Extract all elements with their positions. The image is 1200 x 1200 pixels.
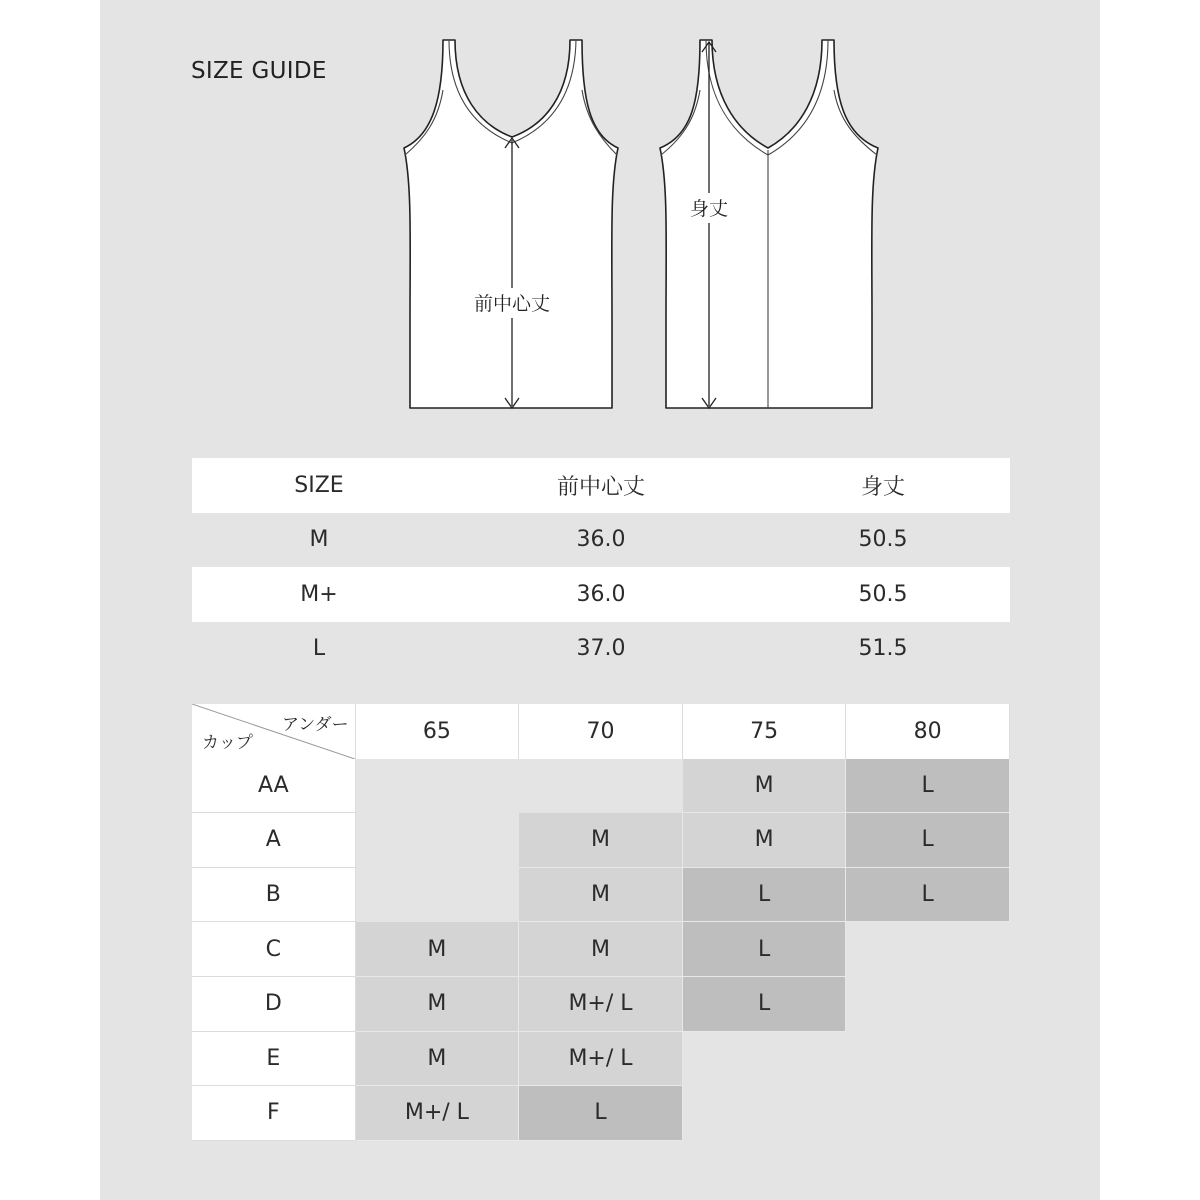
table-row <box>192 622 1010 677</box>
front-length-label: 前中心丈 <box>473 293 551 315</box>
front-length-cell: 37.0 <box>576 636 626 662</box>
under-size-header: 75 <box>683 704 847 759</box>
recommended-size-cell <box>846 1086 1010 1141</box>
header-front-length: 前中心丈 <box>556 474 645 500</box>
recommended-size-cell: M <box>356 977 520 1032</box>
recommended-size-cell: L <box>519 1086 683 1141</box>
corner-header-cell <box>192 704 356 759</box>
cup-label: カップ <box>202 732 253 753</box>
recommended-size-cell <box>519 759 683 814</box>
body-length-cell: 50.5 <box>858 581 908 607</box>
front-tank-outline <box>404 40 618 408</box>
recommended-size-cell <box>356 813 520 868</box>
recommended-size-cell: M <box>519 813 683 868</box>
recommended-size-cell <box>846 1032 1010 1087</box>
body-length-label: 身丈 <box>689 198 729 220</box>
table-row <box>192 1032 1010 1087</box>
cup-size-cell: B <box>192 868 356 923</box>
cup-size-cell: A <box>192 813 356 868</box>
recommended-size-cell: M+/ L <box>356 1086 520 1141</box>
cup-size-cell: C <box>192 922 356 977</box>
recommended-size-cell: M <box>519 868 683 923</box>
fit-table-header <box>192 704 1010 759</box>
fit-chart-table <box>192 704 1010 1141</box>
garment-diagram <box>0 0 1200 440</box>
size-cell: M+ <box>300 581 338 607</box>
header-body-length: 身丈 <box>860 474 905 500</box>
size-measurement-table <box>192 458 1010 676</box>
table-row <box>192 567 1010 622</box>
recommended-size-cell: L <box>683 868 847 923</box>
recommended-size-cell: L <box>846 759 1010 814</box>
table-row <box>192 868 1010 923</box>
table-row <box>192 813 1010 868</box>
recommended-size-cell: L <box>683 922 847 977</box>
recommended-size-cell: L <box>683 977 847 1032</box>
cup-size-cell: E <box>192 1032 356 1087</box>
recommended-size-cell: M <box>356 922 520 977</box>
recommended-size-cell: M <box>683 813 847 868</box>
recommended-size-cell <box>683 1032 847 1087</box>
recommended-size-cell <box>846 977 1010 1032</box>
table-row <box>192 977 1010 1032</box>
body-length-cell: 51.5 <box>858 636 908 662</box>
size-cell: M <box>309 527 329 553</box>
size-table-header <box>192 458 1010 513</box>
cup-size-cell: F <box>192 1086 356 1141</box>
cup-size-cell: D <box>192 977 356 1032</box>
recommended-size-cell <box>846 922 1010 977</box>
cup-size-cell: AA <box>192 759 356 814</box>
body-length-cell: 50.5 <box>858 527 908 553</box>
under-size-header: 65 <box>356 704 520 759</box>
recommended-size-cell: L <box>846 813 1010 868</box>
recommended-size-cell: M+/ L <box>519 1032 683 1087</box>
table-row <box>192 759 1010 814</box>
table-row <box>192 513 1010 568</box>
under-size-header: 70 <box>519 704 683 759</box>
back-tank-outline <box>660 40 878 408</box>
front-length-cell: 36.0 <box>576 581 626 607</box>
recommended-size-cell: L <box>846 868 1010 923</box>
recommended-size-cell <box>683 1086 847 1141</box>
under-label: アンダー <box>281 715 349 735</box>
size-cell: L <box>312 636 326 662</box>
page-title: SIZE GUIDE <box>191 58 327 84</box>
recommended-size-cell <box>356 759 520 814</box>
fit-table-body <box>192 759 1010 1141</box>
recommended-size-cell: M+/ L <box>519 977 683 1032</box>
table-row <box>192 1086 1010 1141</box>
recommended-size-cell: M <box>683 759 847 814</box>
under-size-header: 80 <box>846 704 1010 759</box>
recommended-size-cell: M <box>519 922 683 977</box>
table-row <box>192 922 1010 977</box>
recommended-size-cell <box>356 868 520 923</box>
header-size: SIZE <box>294 472 344 498</box>
recommended-size-cell: M <box>356 1032 520 1087</box>
front-length-cell: 36.0 <box>576 527 626 553</box>
